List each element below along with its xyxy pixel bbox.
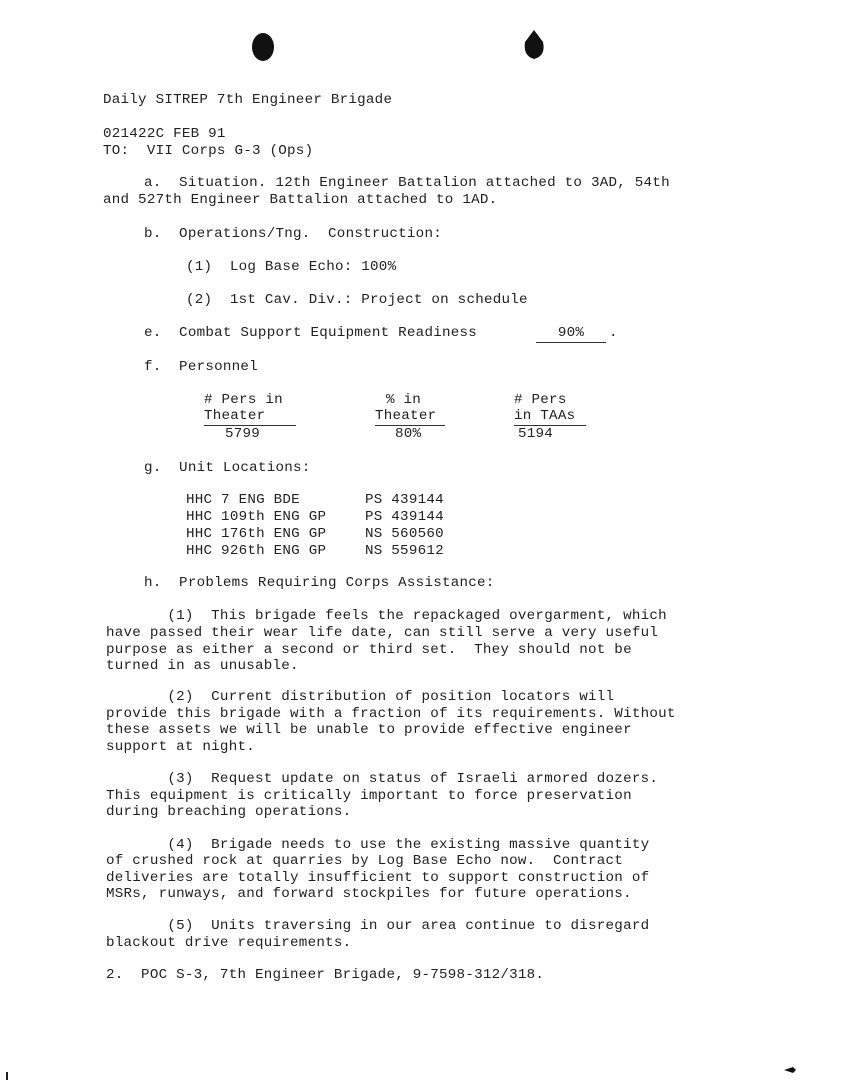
poc-line: 2. POC S-3, 7th Engineer Brigade, 9-7598-312/318.: [106, 967, 545, 983]
pers-col-2-head-1: % in: [386, 392, 422, 408]
para-h-2-line: support at night.: [106, 739, 255, 755]
para-h-3-line: during breaching operations.: [106, 804, 352, 820]
unit-name: HHC 176th ENG GP: [186, 526, 327, 542]
para-h-1-line: (1) This brigade feels the repackaged overgarment, which: [106, 608, 667, 624]
scan-speck: [783, 1066, 797, 1074]
unit-grid: PS 439144: [365, 492, 444, 508]
pers-col-3-value: 5194: [518, 426, 554, 442]
para-h-3-line: This equipment is critically important to force preservation: [106, 788, 632, 804]
para-a-line-1: a. Situation. 12th Engineer Battalion attached to 3AD, 54th: [144, 175, 670, 191]
unit-grid: NS 560560: [365, 526, 444, 542]
para-h-5-line: (5) Units traversing in our area continue to disregard: [106, 918, 650, 934]
para-h-1-line: have passed their wear life date, can still serve a very useful: [106, 625, 659, 641]
para-h-1-line: purpose as either a second or third set. They should not be: [106, 642, 632, 658]
addressee: TO: VII Corps G-3 (Ops): [103, 143, 314, 159]
para-h-2-line: provide this brigade with a fraction of its requirements. Without: [106, 706, 676, 722]
punch-hole-right: [521, 28, 547, 62]
para-e-trail: .: [609, 325, 618, 341]
para-g-heading: g. Unit Locations:: [144, 460, 311, 476]
para-h-4-line: (4) Brigade needs to use the existing massive quantity: [106, 837, 650, 853]
para-h-2-line: these assets we will be unable to provide effective engineer: [106, 722, 632, 738]
pers-col-1-value: 5799: [225, 426, 261, 442]
unit-grid: PS 439144: [365, 509, 444, 525]
para-h-3-line: (3) Request update on status of Israeli armored dozers.: [106, 771, 659, 787]
para-f-heading: f. Personnel: [144, 359, 258, 375]
para-h-2-line: (2) Current distribution of position locators will: [106, 689, 615, 705]
date-time-group: 021422C FEB 91: [103, 126, 226, 142]
unit-name: HHC 109th ENG GP: [186, 509, 327, 525]
pers-col-3-head-1: # Pers: [514, 392, 567, 408]
pers-col-2-head-2: Theater: [375, 408, 445, 426]
punch-hole-left: [250, 30, 276, 64]
para-h-5-line: blackout drive requirements.: [106, 935, 352, 951]
unit-name: HHC 7 ENG BDE: [186, 492, 300, 508]
pers-col-3-head-2: in TAAs: [514, 408, 586, 426]
document-title: Daily SITREP 7th Engineer Brigade: [103, 92, 393, 108]
para-h-4-line: deliveries are totally insufficient to support construction of: [106, 870, 650, 886]
para-e-label: e. Combat Support Equipment Readiness: [144, 325, 478, 341]
pers-col-1-head-2: Theater: [204, 408, 296, 426]
para-h-heading: h. Problems Requiring Corps Assistance:: [144, 575, 495, 591]
para-h-1-line: turned in as unusable.: [106, 658, 299, 674]
scan-speck: [6, 1072, 8, 1080]
para-b-heading: b. Operations/Tng. Construction:: [144, 226, 442, 242]
pers-col-2-value: 80%: [395, 426, 422, 442]
unit-grid: NS 559612: [365, 543, 444, 559]
para-b-item-2: (2) 1st Cav. Div.: Project on schedule: [186, 292, 528, 308]
unit-name: HHC 926th ENG GP: [186, 543, 327, 559]
para-h-4-line: of crushed rock at quarries by Log Base Echo now. Contract: [106, 853, 624, 869]
para-b-item-1: (1) Log Base Echo: 100%: [186, 259, 397, 275]
readiness-value: 90%: [536, 325, 606, 343]
para-h-4-line: MSRs, runways, and forward stockpiles for future operations.: [106, 886, 632, 902]
para-a-line-2: and 527th Engineer Battalion attached to 1AD.: [103, 192, 498, 208]
pers-col-1-head-1: # Pers in: [204, 392, 283, 408]
